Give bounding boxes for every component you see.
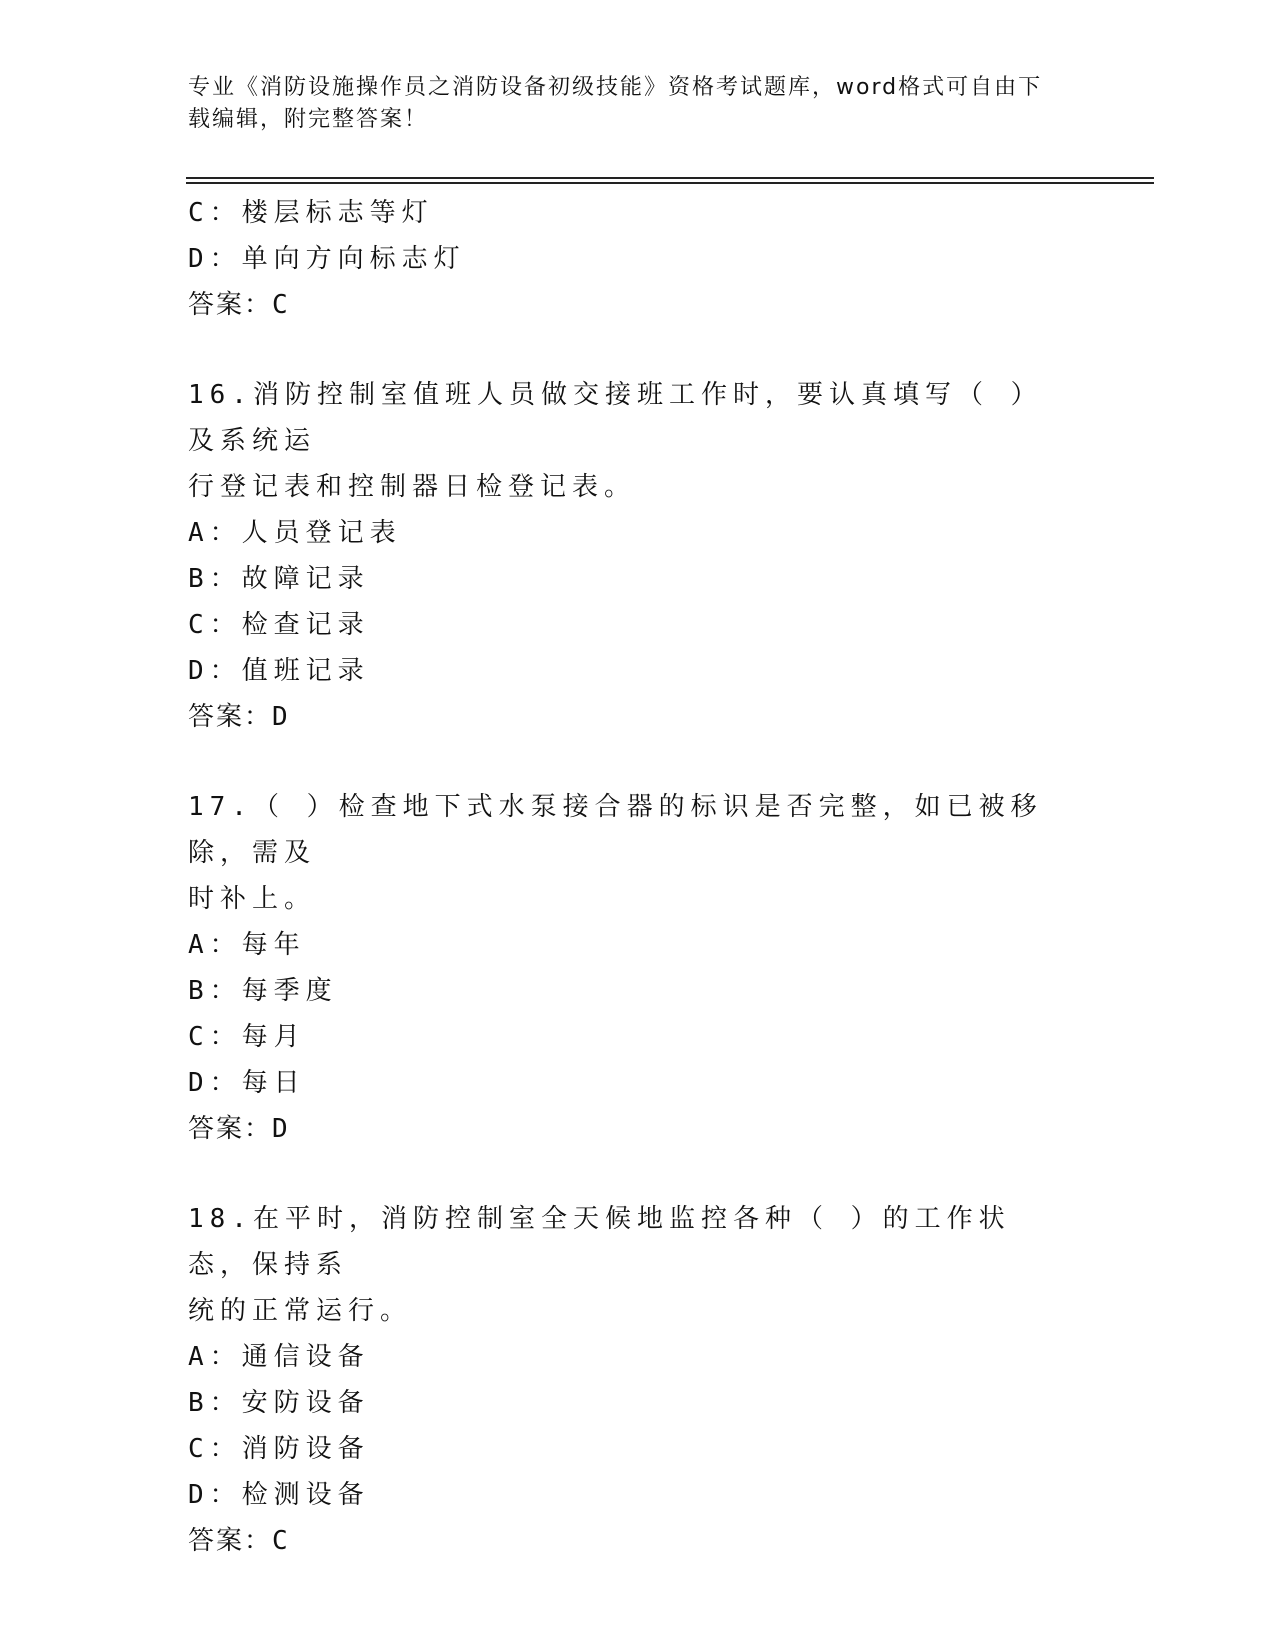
answer-value: C [272, 290, 290, 320]
answer-value: D [272, 1114, 290, 1144]
option-b: B：安防设备 [188, 1388, 370, 1418]
answer-label: 答案： [188, 1114, 273, 1144]
header-line-1: 专业《消防设施操作员之消防设备初级技能》资格考试题库，word格式可自由下 [188, 75, 1043, 100]
question-stem [188, 784, 1068, 922]
stem-line-1: 16.消防控制室值班人员做交接班工作时，要认真填写（ ）及系统运 [188, 380, 1043, 456]
stem-line-1: 17.（ ）检查地下式水泵接合器的标识是否完整，如已被移除，需及 [188, 792, 1043, 868]
answer-label: 答案： [188, 290, 273, 320]
option-d: D：每日 [188, 1068, 306, 1098]
stem-line-1: 18.在平时，消防控制室全天候地监控各种（ ）的工作状态，保持系 [188, 1204, 1011, 1280]
question-18 [188, 1196, 1088, 1564]
option-c: C：检查记录 [188, 610, 370, 640]
answer-line [188, 694, 1088, 740]
answer-line [188, 1106, 1088, 1152]
option-d: D：值班记录 [188, 656, 370, 686]
option-a: A：每年 [188, 930, 306, 960]
option-a: A：人员登记表 [188, 518, 402, 548]
option-c: C：楼层标志等灯 [188, 198, 434, 228]
question-stem [188, 372, 1068, 510]
header-divider-top [186, 177, 1154, 179]
option-a: A：通信设备 [188, 1342, 370, 1372]
stem-line-2: 统的正常运行。 [188, 1296, 413, 1326]
answer-label: 答案： [188, 702, 273, 732]
answer-label: 答案： [188, 1526, 273, 1556]
answer-line [188, 282, 1088, 328]
answer-value: D [272, 702, 290, 732]
option-d: D：检测设备 [188, 1480, 370, 1510]
answer-line [188, 1518, 1088, 1564]
header-line-2: 载编辑，附完整答案！ [188, 107, 429, 132]
stem-line-2: 行登记表和控制器日检登记表。 [188, 472, 637, 502]
question-list [188, 190, 1088, 1564]
stem-line-2: 时补上。 [188, 884, 317, 914]
question-stem [188, 1196, 1068, 1334]
answer-value: C [272, 1526, 290, 1556]
question-15-continuation [188, 190, 1088, 328]
option-c: C：消防设备 [188, 1434, 370, 1464]
option-d: D：单向方向标志灯 [188, 244, 466, 274]
header-divider-bottom [186, 182, 1154, 184]
document-header [188, 72, 1068, 136]
option-c: C：每月 [188, 1022, 306, 1052]
question-17 [188, 784, 1088, 1152]
option-b: B：故障记录 [188, 564, 370, 594]
question-16 [188, 372, 1088, 740]
option-b: B：每季度 [188, 976, 338, 1006]
